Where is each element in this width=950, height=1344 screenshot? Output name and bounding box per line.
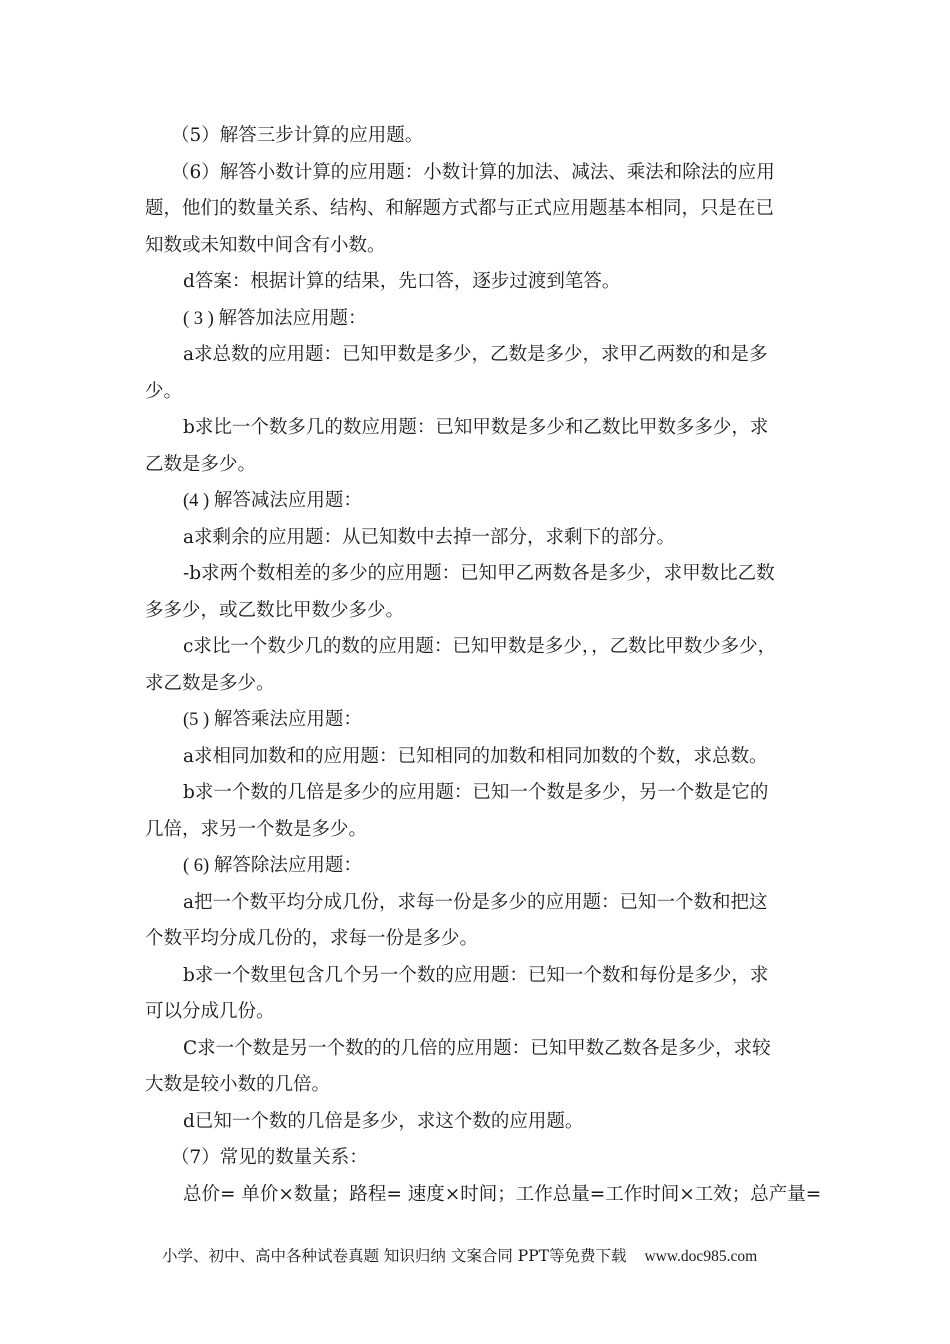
paragraph-line: -b求两个数相差的多少的应用题：已知甲乙两数各是多少，求甲数比乙数 [183,563,775,584]
paragraph-line: 总价= 单价×数量；路程= 速度×时间；工作总量=工作时间×工效；总产量= [183,1183,822,1205]
section-heading: (5 ) 解答乘法应用题： [183,710,362,730]
paragraph-line: 少。 [145,380,183,402]
footer-text: 小学、初中、高中各种试卷真题 知识归纳 文案合同 PPT等免费下载 [162,1247,627,1265]
paragraph-line: b求比一个数多几的数应用题：已知甲数是多少和乙数比甲数多多少，求 [183,417,769,438]
paragraph-line: c求比一个数少几的数的应用题：已知甲数是多少，，乙数比甲数少多少， [183,636,777,657]
section-heading: ( 3 ) 解答加法应用题： [183,308,367,329]
paragraph-line: （6）解答小数计算的应用题：小数计算的加法、减法、乘法和除法的应用 [171,161,775,183]
paragraph-line: （5）解答三步计算的应用题。 [171,125,424,146]
paragraph-line: d答案：根据计算的结果，先口答，逐步过渡到笔答。 [183,271,621,292]
section-heading: （7）常见的数量关系： [171,1147,368,1168]
paragraph-line: b求一个数的几倍是多少的应用题：已知一个数是多少，另一个数是它的 [183,782,769,803]
paragraph-line: 求乙数是多少。 [145,672,275,694]
section-heading: ( 6) 解答除法应用题： [183,856,362,876]
page-footer [162,1244,802,1269]
paragraph-line: 多多少，或乙数比甲数少多少。 [145,599,405,621]
paragraph-line: a求相同加数和的应用题：已知相同的加数和相同加数的个数，求总数。 [183,745,768,767]
document-body [145,118,822,1213]
paragraph-line: a把一个数平均分成几份，求每一份是多少的应用题：已知一个数和把这 [183,891,768,913]
paragraph-line: 几倍，求另一个数是多少。 [145,818,368,840]
paragraph-line: 可以分成几份。 [145,1001,275,1022]
footer-url[interactable]: www.doc985.com [644,1248,758,1265]
paragraph-line: 个数平均分成几份的，求每一份是多少。 [145,928,479,949]
paragraph-line: 乙数是多少。 [145,453,257,475]
section-heading: (4 ) 解答减法应用题： [183,491,362,511]
paragraph-line: a求总数的应用题：已知甲数是多少，乙数是多少，求甲乙两数的和是多 [183,344,768,365]
paragraph-line: a求剩余的应用题：从已知数中去掉一部分，求剩下的部分。 [183,526,676,548]
paragraph-line: 知数或未知数中间含有小数。 [145,234,386,256]
paragraph-line: d已知一个数的几倍是多少，求这个数的应用题。 [183,1110,584,1132]
paragraph-line: 大数是较小数的几倍。 [145,1074,331,1095]
paragraph-line: 题，他们的数量关系、结构、和解题方式都与正式应用题基本相同，只是在已 [145,198,775,219]
paragraph-line: C求一个数是另一个数的的几倍的应用题：已知甲数乙数各是多少，求较 [183,1037,771,1059]
paragraph-line: b求一个数里包含几个另一个数的应用题：已知一个数和每份是多少，求 [183,964,769,986]
